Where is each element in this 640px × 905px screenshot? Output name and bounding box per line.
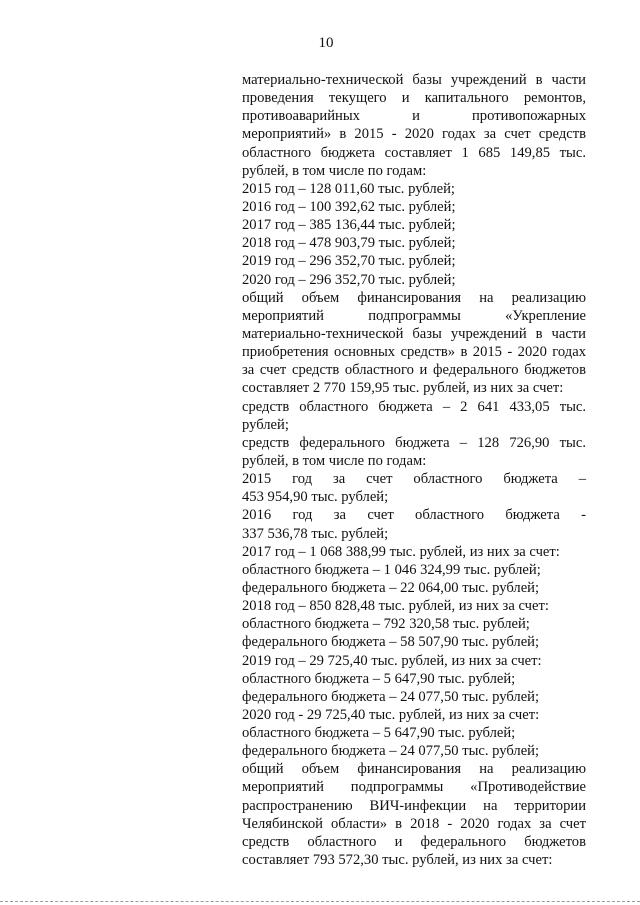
text-line: 2015 год за счет областного бюджета –: [242, 471, 586, 488]
text-line: проведения текущего и капитального ремонтов,: [242, 90, 586, 107]
text-line: приобретения основных средств» в 2015 - 2020 годах: [242, 344, 586, 361]
text-line: 2019 год – 296 352,70 тыс. рублей;: [242, 253, 456, 270]
scan-edge-rule: [0, 901, 640, 902]
text-line: рублей, в том числе по годам:: [242, 452, 427, 469]
text-line: за счет средств областного и федерального бюджетов: [242, 362, 586, 379]
text-line: федерального бюджета – 58 507,90 тыс. рублей;: [242, 634, 540, 651]
text-line: 2019 год – 29 725,40 тыс. рублей, из них за счет:: [242, 652, 542, 669]
text-line: областного бюджета – 792 320,58 тыс. рублей;: [242, 616, 530, 633]
text-line: 337 536,78 тыс. рублей;: [242, 525, 389, 542]
text-line: мероприятий» в 2015 - 2020 годах за счет средств: [242, 126, 586, 143]
text-line: 2016 год – 100 392,62 тыс. рублей;: [242, 198, 456, 215]
text-line: рублей, в том числе по годам:: [242, 162, 427, 179]
text-line: 2017 год – 1 068 388,99 тыс. рублей, из них за счет:: [242, 543, 560, 560]
text-line: 2018 год – 850 828,48 тыс. рублей, из них за счет:: [242, 598, 549, 615]
text-line: 2020 год – 296 352,70 тыс. рублей;: [242, 271, 456, 288]
text-line: федерального бюджета – 24 077,50 тыс. рублей;: [242, 743, 540, 760]
text-line: областного бюджета – 5 647,90 тыс. рублей;: [242, 725, 516, 742]
text-line: областного бюджета – 1 046 324,99 тыс. рублей;: [242, 561, 541, 578]
text-line: общий объем финансирования на реализацию: [242, 761, 586, 778]
text-line: рублей;: [242, 416, 289, 433]
text-line: материально-технической базы учреждений в части: [242, 325, 586, 342]
text-line: средств областного и федерального бюджетов: [242, 833, 586, 850]
text-line: 2017 год – 385 136,44 тыс. рублей;: [242, 217, 456, 234]
text-line: 2015 год – 128 011,60 тыс. рублей;: [242, 180, 455, 197]
body-text: [242, 71, 586, 869]
text-line: распространению ВИЧ-инфекции на территории: [242, 797, 586, 814]
text-line: общий объем финансирования на реализацию: [242, 289, 586, 306]
text-line: областного бюджета – 5 647,90 тыс. рублей;: [242, 670, 516, 687]
text-line: областного бюджета составляет 1 685 149,85 тыс.: [242, 144, 586, 161]
text-line: средств федерального бюджета – 128 726,90 тыс.: [242, 434, 586, 451]
text-line: 2018 год – 478 903,79 тыс. рублей;: [242, 235, 456, 252]
text-line: 453 954,90 тыс. рублей;: [242, 489, 389, 506]
page-number: 10: [318, 35, 334, 51]
text-line: 2020 год - 29 725,40 тыс. рублей, из них за счет:: [242, 706, 540, 723]
text-line: федерального бюджета – 24 077,50 тыс. рублей;: [242, 688, 540, 705]
text-line: мероприятий подпрограммы «Противодействие: [242, 779, 586, 796]
text-line: составляет 2 770 159,95 тыс. рублей, из них за счет:: [242, 380, 564, 397]
text-line: противоаварийных и противопожарных: [242, 108, 586, 125]
text-line: мероприятий подпрограммы «Укрепление: [242, 307, 586, 324]
text-line: 2016 год за счет областного бюджета -: [242, 507, 586, 524]
text-line: федерального бюджета – 22 064,00 тыс. рублей;: [242, 579, 540, 596]
text-line: материально-технической базы учреждений в части: [242, 72, 586, 88]
text-line: средств областного бюджета – 2 641 433,05 тыс.: [242, 398, 586, 415]
text-line: составляет 793 572,30 тыс. рублей, из них за счет:: [242, 852, 553, 869]
text-line: Челябинской области» в 2018 - 2020 годах за счет: [242, 815, 586, 832]
